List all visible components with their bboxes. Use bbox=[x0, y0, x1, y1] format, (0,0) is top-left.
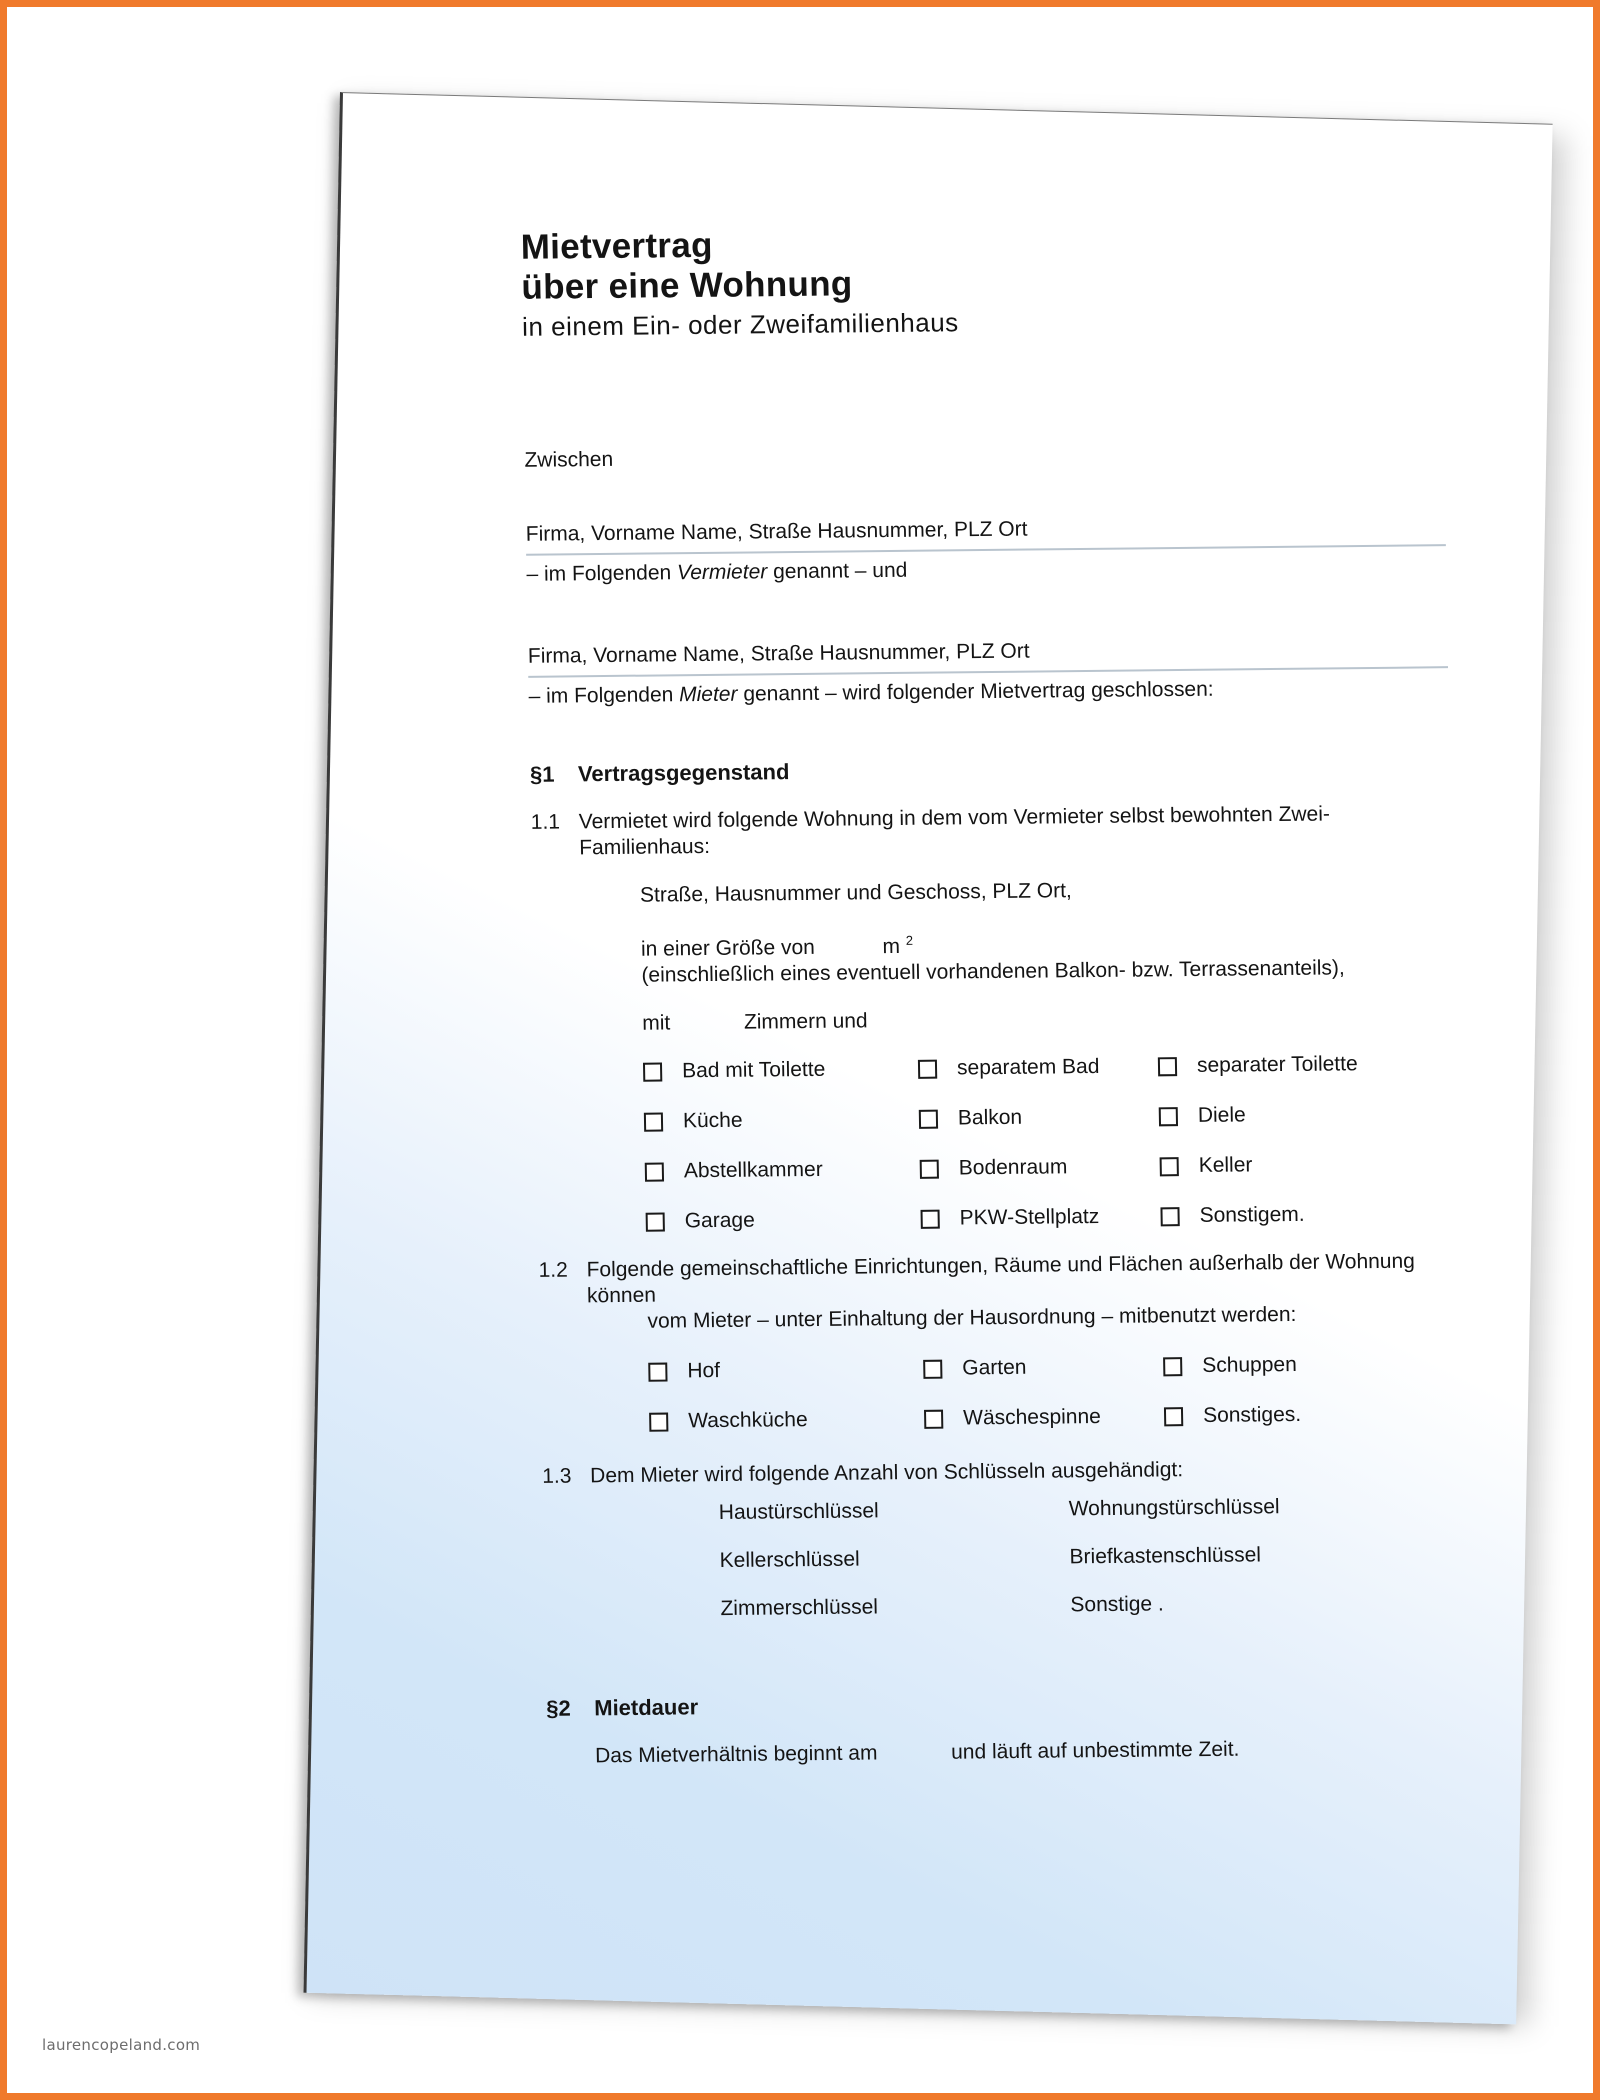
key-keller: Kellerschlüssel bbox=[719, 1547, 860, 1573]
size-label: in einer Größe von bbox=[640, 935, 816, 961]
option-keller[interactable] bbox=[1160, 1151, 1420, 1180]
checkbox[interactable] bbox=[649, 1412, 668, 1431]
shared-waeschespinne[interactable] bbox=[924, 1403, 1164, 1432]
title-line-1: Mietvertrag bbox=[520, 225, 714, 267]
landlord-role-em: Vermieter bbox=[676, 560, 768, 585]
checkbox[interactable] bbox=[643, 1062, 662, 1081]
lease-duration-text bbox=[595, 1734, 1467, 1769]
item-1-3-text: Dem Mieter wird folgende Anzahl von Schlüsseln ausgehändigt: bbox=[589, 1458, 1184, 1488]
option-pkw-stellplatz[interactable] bbox=[920, 1203, 1160, 1232]
item-1-3 bbox=[542, 1454, 1462, 1490]
document-content bbox=[520, 218, 1467, 1770]
landlord-role-post: genannt – und bbox=[767, 558, 908, 584]
option-bodenraum[interactable] bbox=[920, 1153, 1160, 1182]
item-1-2-text-line-1: Folgende gemeinschaftliche Einrichtungen, Räume und Flächen außerhalb der Wohnung können bbox=[586, 1249, 1416, 1308]
checkbox[interactable] bbox=[646, 1212, 665, 1231]
option-garage[interactable] bbox=[646, 1206, 921, 1235]
checkbox[interactable] bbox=[1160, 1157, 1179, 1176]
item-1-2-text-line-2: vom Mieter – unter Einhaltung der Hausordnung – mitbenutzt werden: bbox=[647, 1302, 1297, 1333]
watermark-text: laurencopeland.com bbox=[42, 2036, 201, 2054]
option-separater-toilette[interactable] bbox=[1158, 1051, 1418, 1080]
rooms-line bbox=[642, 1002, 1454, 1037]
section-1-number: §1 bbox=[529, 761, 555, 787]
key-sonstige: Sonstige . bbox=[1070, 1592, 1164, 1617]
shared-sonstiges[interactable] bbox=[1164, 1401, 1424, 1430]
room-options bbox=[643, 1050, 1458, 1235]
option-label: Küche bbox=[682, 1108, 743, 1133]
option-bad-mit-toilette[interactable] bbox=[643, 1056, 918, 1085]
size-unit-superscript: 2 bbox=[905, 932, 914, 948]
size-unit: m bbox=[882, 934, 901, 959]
item-1-2-text bbox=[586, 1248, 1459, 1335]
section-2-heading bbox=[546, 1686, 1466, 1722]
shared-garten[interactable] bbox=[923, 1353, 1163, 1382]
title-line-2: über eine Wohnung bbox=[521, 264, 853, 307]
key-haustuer: Haustürschlüssel bbox=[718, 1499, 879, 1525]
option-label: Sonstiges. bbox=[1202, 1402, 1302, 1427]
checkbox[interactable] bbox=[1159, 1107, 1178, 1126]
option-diele[interactable] bbox=[1159, 1101, 1419, 1130]
lease-term-label: und läuft auf unbestimmte Zeit. bbox=[950, 1737, 1240, 1764]
option-label: PKW-Stellplatz bbox=[959, 1204, 1100, 1230]
option-label: Garten bbox=[962, 1355, 1027, 1380]
section-2-title: Mietdauer bbox=[594, 1694, 699, 1721]
item-1-1-number: 1.1 bbox=[530, 810, 561, 834]
option-separatem-bad[interactable] bbox=[918, 1053, 1158, 1082]
option-label: Bodenraum bbox=[958, 1155, 1068, 1180]
apartment-address: Straße, Hausnummer und Geschoss, PLZ Ort, bbox=[639, 879, 1072, 907]
checkbox[interactable] bbox=[1164, 1407, 1183, 1426]
option-label: Diele bbox=[1197, 1103, 1246, 1127]
checkbox[interactable] bbox=[1160, 1207, 1179, 1226]
option-abstellkammer[interactable] bbox=[645, 1156, 920, 1185]
option-label: Waschküche bbox=[688, 1408, 808, 1433]
checkbox[interactable] bbox=[921, 1209, 940, 1228]
checkbox[interactable] bbox=[919, 1109, 938, 1128]
shared-hof[interactable] bbox=[648, 1356, 923, 1385]
checkbox[interactable] bbox=[923, 1359, 942, 1378]
between-label: Zwischen bbox=[524, 447, 614, 472]
checkbox[interactable] bbox=[1163, 1357, 1182, 1376]
section-1-title: Vertragsgegenstand bbox=[577, 759, 790, 787]
item-1-1 bbox=[531, 800, 1452, 862]
checkbox[interactable] bbox=[1158, 1057, 1177, 1076]
subtitle: in einem Ein- oder Zweifamilienhaus bbox=[521, 307, 959, 342]
landlord-line: Firma, Vorname Name, Straße Hausnummer, PLZ Ort bbox=[526, 512, 1446, 556]
checkbox[interactable] bbox=[645, 1162, 664, 1181]
item-1-2 bbox=[538, 1248, 1459, 1336]
option-label: Garage bbox=[684, 1208, 755, 1233]
option-label: Sonstigem. bbox=[1199, 1202, 1305, 1227]
option-label: Keller bbox=[1198, 1153, 1253, 1177]
checkbox[interactable] bbox=[924, 1409, 943, 1428]
tenant-line: Firma, Vorname Name, Straße Hausnummer, PLZ Ort bbox=[528, 634, 1448, 678]
option-label: Wäschespinne bbox=[962, 1405, 1102, 1430]
tenant-role bbox=[528, 674, 1448, 710]
shared-schuppen[interactable] bbox=[1163, 1351, 1423, 1380]
checkbox[interactable] bbox=[918, 1059, 937, 1078]
option-label: Hof bbox=[687, 1359, 721, 1383]
item-1-3-number: 1.3 bbox=[542, 1464, 572, 1488]
option-label: separatem Bad bbox=[956, 1054, 1100, 1080]
option-label: separater Toilette bbox=[1196, 1052, 1358, 1077]
rooms-mit: mit bbox=[642, 1011, 671, 1035]
lease-start-label: Das Mietverhältnis beginnt am bbox=[594, 1741, 878, 1768]
option-balkon[interactable] bbox=[919, 1103, 1159, 1132]
option-kueche[interactable] bbox=[644, 1106, 919, 1135]
section-1-heading bbox=[530, 752, 1450, 788]
option-label: Abstellkammer bbox=[683, 1157, 823, 1183]
landlord-role-pre: – im Folgenden bbox=[526, 561, 678, 586]
option-sonstigem[interactable] bbox=[1160, 1201, 1420, 1230]
checkbox[interactable] bbox=[920, 1159, 939, 1178]
shared-options bbox=[648, 1350, 1461, 1435]
checkbox[interactable] bbox=[644, 1112, 663, 1131]
rooms-label: Zimmern und bbox=[743, 1009, 868, 1034]
tenant-role-em: Mieter bbox=[678, 682, 738, 707]
tenant-role-post: genannt – wird folgender Mietvertrag geschlossen: bbox=[737, 677, 1214, 706]
option-label: Schuppen bbox=[1202, 1352, 1297, 1377]
shared-waschkueche[interactable] bbox=[649, 1406, 924, 1435]
option-label: Balkon bbox=[957, 1105, 1023, 1130]
key-briefkasten: Briefkastenschlüssel bbox=[1069, 1543, 1262, 1569]
key-wohnungstuer: Wohnungstürschlüssel bbox=[1068, 1495, 1280, 1521]
tenant-role-pre: – im Folgenden bbox=[528, 683, 680, 708]
key-zimmer: Zimmerschlüssel bbox=[720, 1595, 879, 1621]
landlord-role bbox=[526, 552, 1446, 588]
item-1-2-number: 1.2 bbox=[538, 1258, 569, 1282]
section-2-number: §2 bbox=[546, 1695, 571, 1721]
size-note: (einschließlich eines eventuell vorhandenen Balkon- bzw. Terrassenanteils), bbox=[641, 956, 1345, 987]
keys-list bbox=[719, 1492, 1465, 1622]
item-1-1-text: Vermietet wird folgende Wohnung in dem vom Vermieter selbst bewohnten Zwei-Familienhaus: bbox=[578, 802, 1331, 860]
option-label: Bad mit Toilette bbox=[681, 1057, 826, 1083]
checkbox[interactable] bbox=[648, 1362, 667, 1381]
document-page bbox=[304, 92, 1553, 2024]
